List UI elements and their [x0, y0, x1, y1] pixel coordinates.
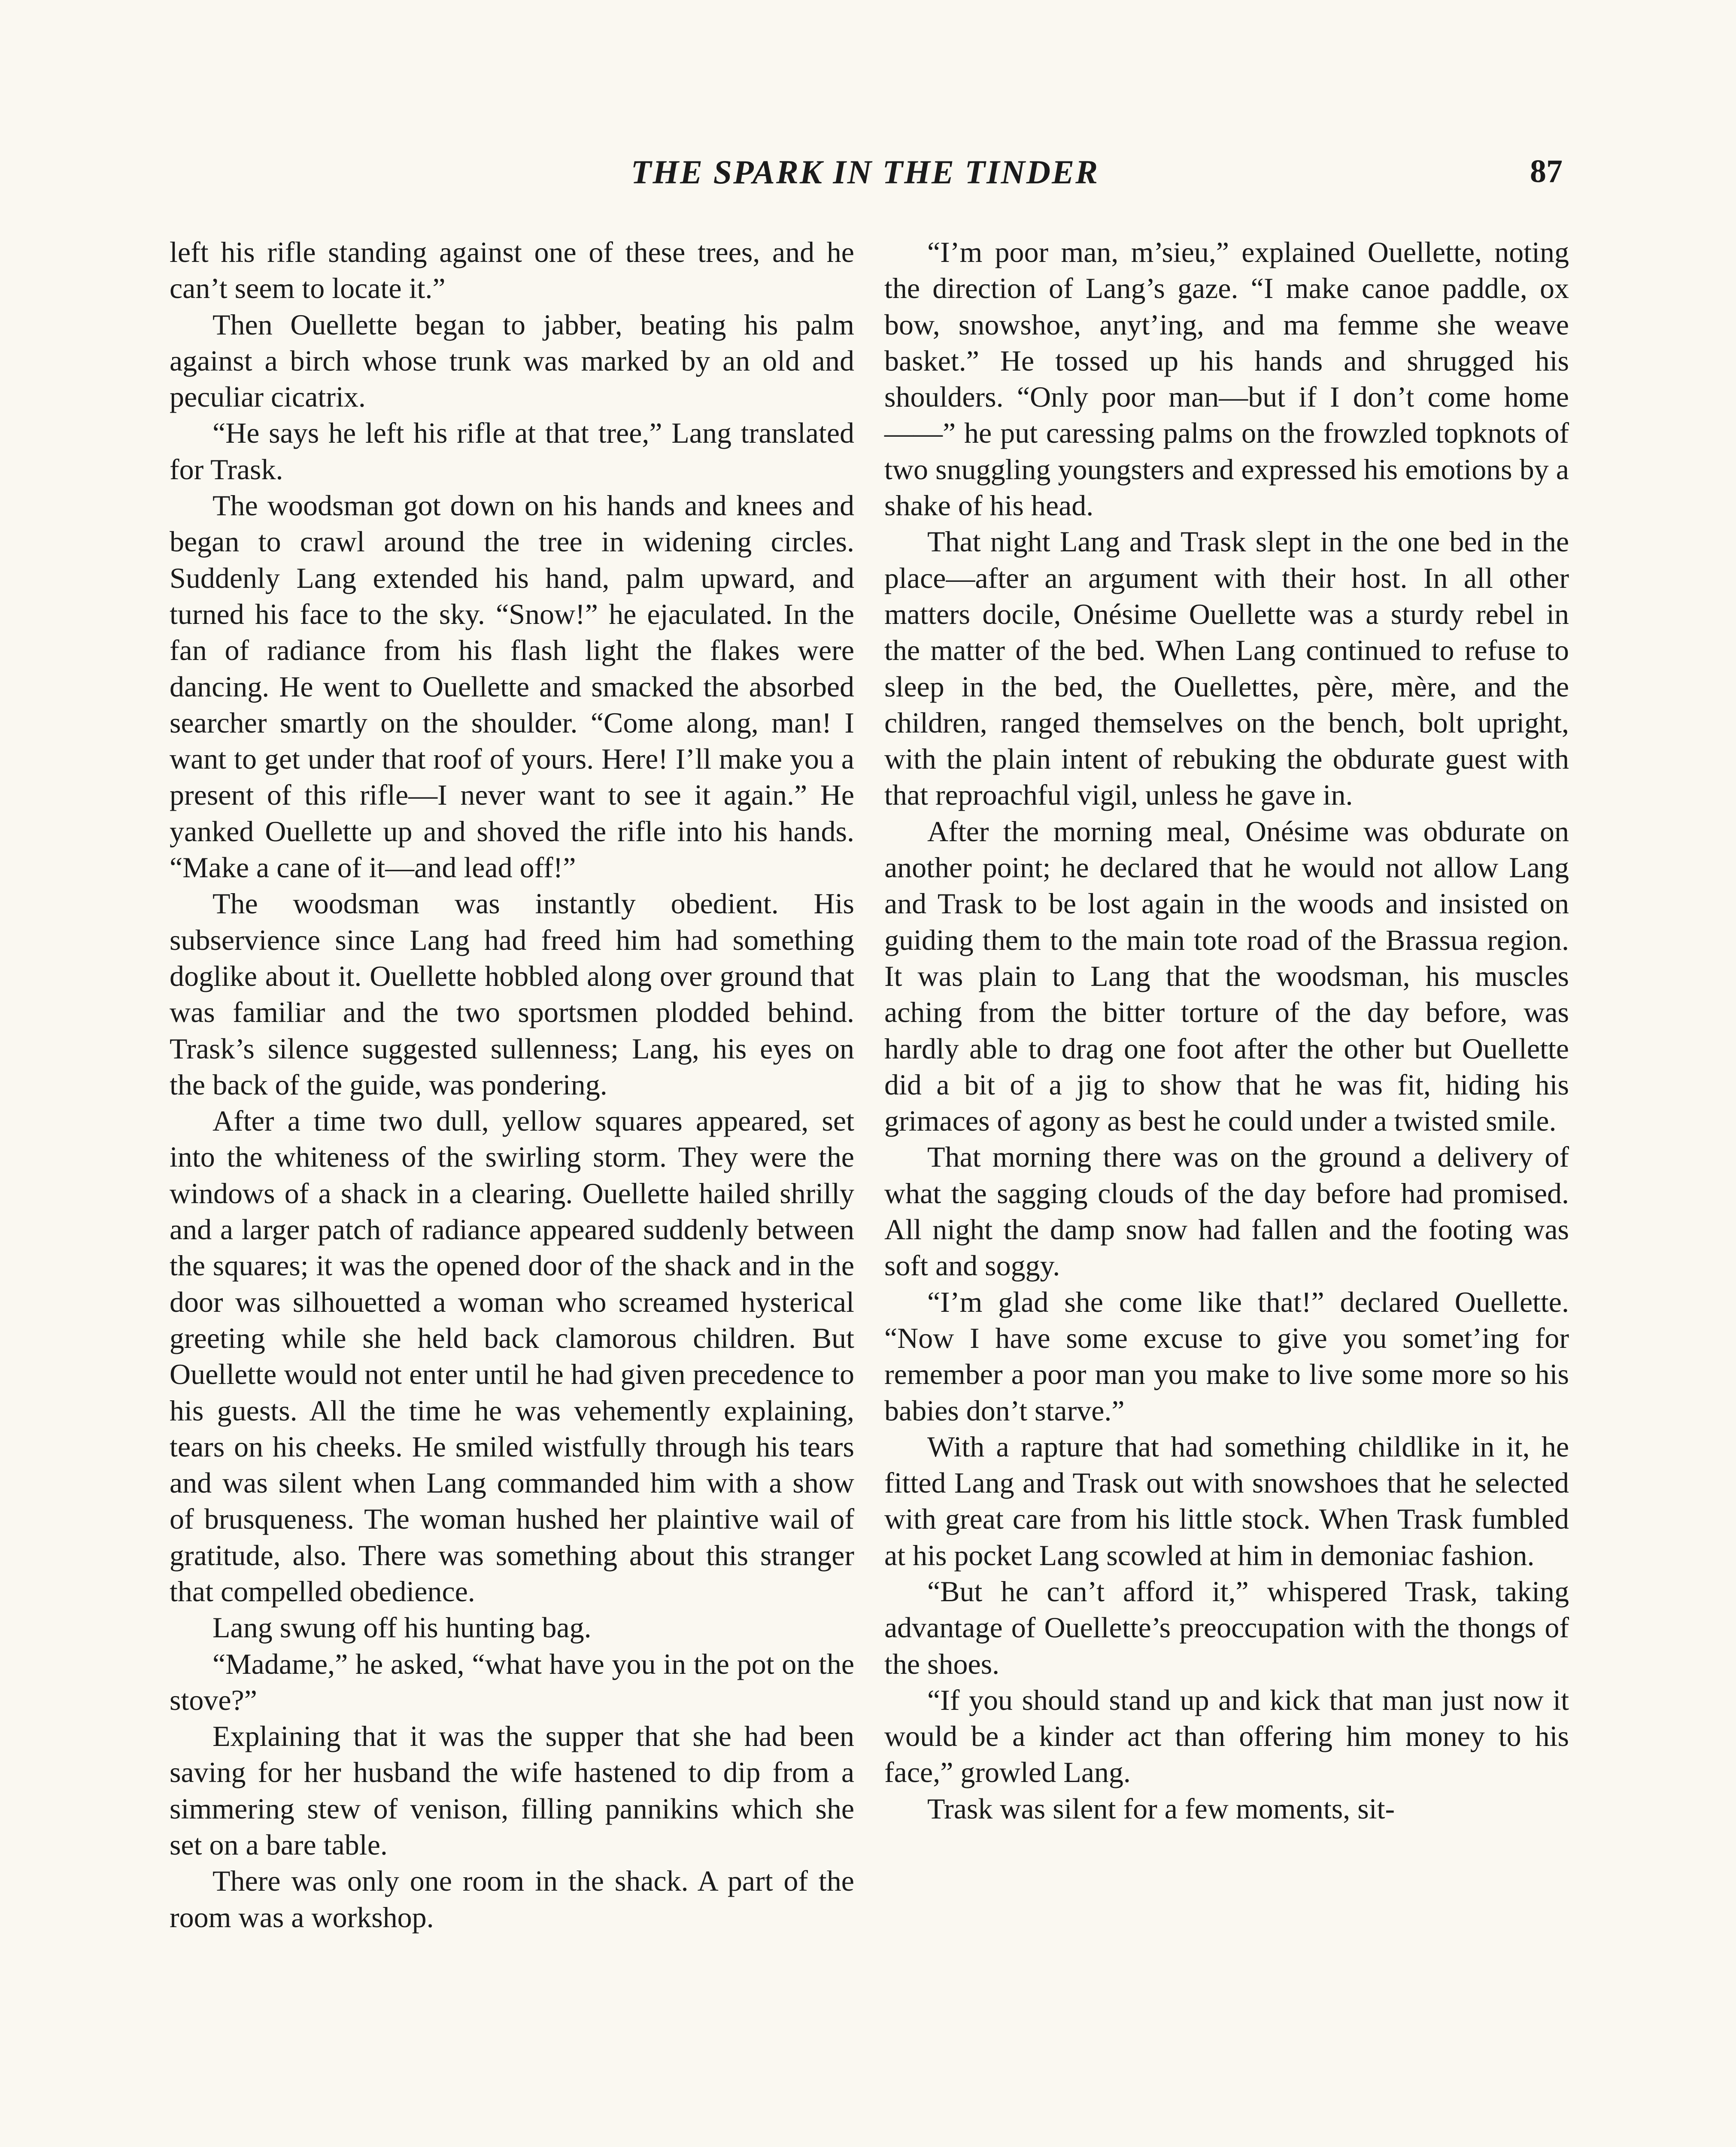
- paragraph: Explaining that it was the supper that she had been saving for her husband the wife hastened to dip from a simmering stew of venison, filling pannikins which she set on a bare table.: [170, 1720, 854, 1861]
- paragraph: The woodsman got down on his hands and knees and began to crawl around the tree in widening circles. Suddenly Lang extended his hand, palm upward, and turned his face to the sky. “Snow!” he ejaculated. In the fan of radiance from his flash light the flakes were dancing. He went to Ouellette and smacked the absorbed searcher smartly on the shoulder. “Come along, man! I want to get under that roof of yours. Here! I’ll make you a present of this rifle—I never want to see it again.” He yanked Ouellette up and shoved the rifle into his hands. “Make a cane of it—and lead off!”: [170, 489, 854, 884]
- paragraph: After the morning meal, Onésime was obdurate on another point; he declared that he would not allow Lang and Trask to be lost again in the woods and insisted on guiding them to the main tote road of the Brassua region. It was plain to Lang that the woodsman, his muscles aching from the bitter torture of the day before, was hardly able to drag one foot after the other but Ouellette did a bit of a jig to show that he was fit, hiding his grimaces of agony as best he could under a twisted smile.: [884, 815, 1569, 1137]
- left-column: [170, 234, 854, 1935]
- right-column: [884, 234, 1569, 1827]
- paragraph: After a time two dull, yellow squares appeared, set into the whiteness of the swirling storm. They were the windows of a shack in a clearing. Ouellette hailed shrilly and a larger patch of radiance appeared suddenly between the squares; it was the opened door of the shack and in the door was silhouetted a woman who screamed hysterical greeting while she held back clamorous children. But Ouellette would not enter until he had given precedence to his guests. All the time he was vehemently explaining, tears on his cheeks. He smiled wistfully through his tears and was silent when Lang commanded him with a show of brusqueness. The woman hushed her plaintive wail of gratitude, also. There was something about this stranger that compelled obedience.: [170, 1104, 854, 1608]
- paragraph: “I’m poor man, m’sieu,” explained Ouellette, noting the direction of Lang’s gaze. “I make canoe paddle, ox bow, snowshoe, anyt’ing, and ma femme she weave basket.” He tossed up his hands and shrugged his shoulders. “Only poor man—but if I don’t come home——” he put caressing palms on the frowzled topknots of two snuggling youngsters and expressed his emotions by a shake of his head.: [884, 236, 1569, 522]
- paragraph: The woodsman was instantly obedient. His subservience since Lang had freed him had something doglike about it. Ouellette hobbled along over ground that was familiar and the two sportsmen plodded behind. Trask’s silence suggested sullenness; Lang, his eyes on the back of the guide, was pondering.: [170, 887, 854, 1101]
- paragraph: Lang swung off his hunting bag.: [212, 1611, 592, 1644]
- paragraph: “But he can’t afford it,” whispered Trask, taking advantage of Ouellette’s preoccupation with the thongs of the shoes.: [884, 1575, 1569, 1680]
- paragraph: With a rapture that had something childlike in it, he fitted Lang and Trask out with snowshoes that he selected with great care from his little stock. When Trask fumbled at his pocket Lang scowled at him in demoniac fashion.: [884, 1430, 1569, 1572]
- page-header: [167, 153, 1563, 204]
- paragraph: “He says he left his rifle at that tree,” Lang translated for Trask.: [170, 417, 854, 486]
- paragraph: “If you should stand up and kick that man just now it would be a kinder act than offering him money to his face,” growled Lang.: [884, 1683, 1569, 1789]
- page-number: 87: [1530, 153, 1563, 189]
- paragraph: left his rifle standing against one of these trees, and he can’t seem to locate it.”: [170, 236, 854, 305]
- paragraph: Then Ouellette began to jabber, beating his palm against a birch whose trunk was marked by an old and peculiar cicatrix.: [170, 308, 854, 414]
- paragraph: “Madame,” he asked, “what have you in the pot on the stove?”: [170, 1647, 854, 1716]
- paragraph: “I’m glad she come like that!” declared Ouellette. “Now I have some excuse to give you somet’ing for remember a poor man you make to live some more so his babies don’t starve.”: [884, 1285, 1569, 1427]
- paragraph: There was only one room in the shack. A part of the room was a workshop.: [170, 1864, 854, 1934]
- paragraph: That night Lang and Trask slept in the one bed in the place—after an argument with their host. In all other matters docile, Onésime Ouellette was a sturdy rebel in the matter of the bed. When Lang continued to refuse to sleep in the bed, the Ouellettes, père, mère, and the children, ranged themselves on the bench, bolt upright, with the plain intent of rebuking the obdurate guest with that reproachful vigil, unless he gave in.: [884, 525, 1569, 812]
- running-title: THE SPARK IN THE TINDER: [631, 153, 1099, 191]
- paragraph: Trask was silent for a few moments, sit-: [927, 1792, 1395, 1825]
- paragraph: That morning there was on the ground a delivery of what the sagging clouds of the day before had promised. All night the damp snow had fallen and the footing was soft and soggy.: [884, 1140, 1569, 1282]
